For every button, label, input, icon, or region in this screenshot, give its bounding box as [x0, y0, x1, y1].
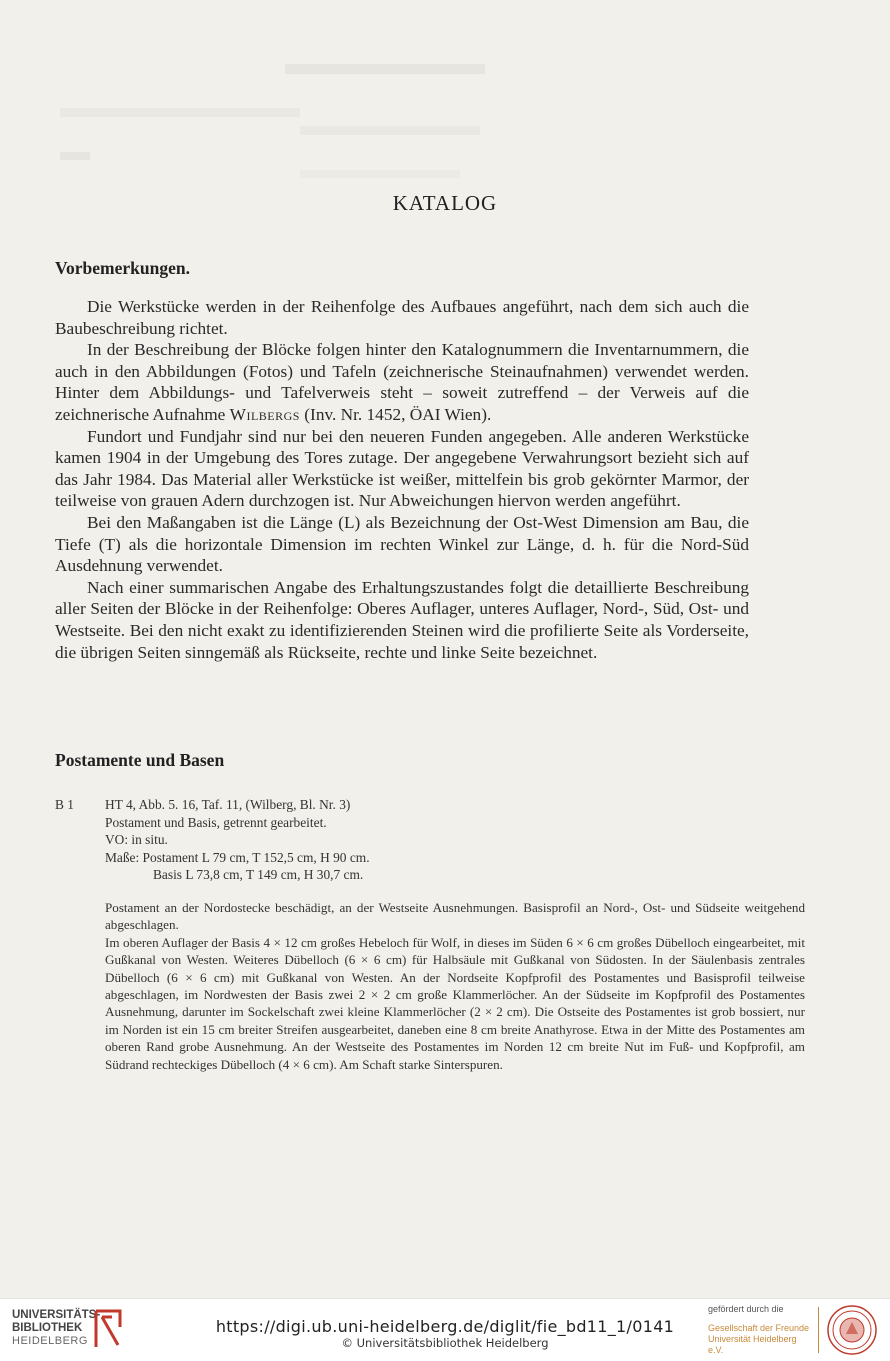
- entry-summary: Postament und Basis, getrennt gearbeitet.: [105, 814, 327, 830]
- entry-measurements: Maße: Postament L 79 cm, T 152,5 cm, H 90 cm.: [105, 849, 370, 865]
- logo-line: UNIVERSITÄTS-: [12, 1309, 101, 1321]
- author-name: Wilbergs: [229, 404, 300, 424]
- catalog-title: KATALOG: [392, 191, 498, 215]
- description-paragraph: Im oberen Auflager der Basis 4 × 12 cm großes Hebeloch für Wolf, in dieses im Süden 6 × 6 cm großes Dübelloch eingearbeitet, mit Gußkanal von Westen. Weiteres Dübelloch (6 × 6 cm) für Halbsäule mit Gußkanal von Südosten. In der Säulenbasis zentrales Dübelloch (6 × 6 cm) mit Gußkanal von Westen. An der Nordseite Kopfprofil des Postamentes und Basisprofil teilweise abgeschlagen, im Nordwesten der Basis zwei 2 × 2 cm große Klammerlöcher. An der Südseite im Kopfprofil des Postamentes Ausnehmung, darunter im Sockelschaft zwei kleine Klammerlöcher (2 × 2 cm). Die Ostseite des Postamentes ist grob bossiert, nur im Norden ist ein 15 cm breiter Streifen ausgearbeitet, daneben eine 8 cm breite Anathyrose. Etwa in der Mitte des Postamentes am oberen Rand grobe Ausnehmung. An der Westseite des Postamentes im Norden 12 cm breite Nut im Fuß- und Kopfprofil, am Südrand rechteckiges Dübelloch (4 × 6 cm). Am Schaft starke Sinterspuren.: [105, 934, 805, 1072]
- copyright-notice: © Universitätsbibliothek Heidelberg: [341, 1336, 549, 1350]
- description-paragraph: Postament an der Nordostecke beschädigt, an der Westseite Ausnehmungen. Basisprofil an Nord-, Ost- und Südseite weitgehend abgeschlagen.: [105, 900, 805, 933]
- entry-reference: HT 4, Abb. 5. 16, Taf. 11, (Wilberg, Bl. Nr. 3): [105, 797, 351, 812]
- sponsor-label: gefördert durch die: [708, 1304, 784, 1314]
- sponsor-name: Gesellschaft der Freunde: [708, 1323, 810, 1333]
- section-heading-vorbemerkungen: Vorbemerkungen.: [55, 258, 190, 278]
- section-heading-postamente: Postamente und Basen: [55, 750, 225, 770]
- entry-number: B 1: [55, 797, 74, 812]
- logo-line: HEIDELBERG: [12, 1335, 88, 1347]
- preliminary-remarks: [55, 296, 749, 663]
- entry-description: [105, 899, 805, 1073]
- paragraph: Fundort und Fundjahr sind nur bei den neueren Funden angegeben. Alle anderen Werkstücke kamen 1904 in der Umgebung des Tores zutage. Der angegebene Verwahrungsort bezieht sich auf das Jahr 1984. Das Material aller Werkstücke ist weißer, mittelfein bis grob gekörnter Marmor, der teilweise von grauen Adern durchzogen ist. Nur Abweichungen hiervon werden angeführt.: [55, 426, 749, 511]
- permalink-url[interactable]: https://digi.ub.uni-heidelberg.de/diglit/fie_bd11_1/0141: [215, 1317, 675, 1336]
- sponsor-name-line2: Universität Heidelberg e.V.: [708, 1334, 797, 1355]
- paragraph: Die Werkstücke werden in der Reihenfolge des Aufbaues angeführt, nach dem sich auch die Baubeschreibung richtet.: [55, 297, 749, 338]
- paragraph-text: (Inv. Nr. 1452, ÖAI Wien).: [299, 404, 492, 424]
- divider: [818, 1307, 819, 1353]
- sponsor-block: [708, 1303, 812, 1356]
- viewer-footer: [0, 1298, 890, 1361]
- entry-header: [105, 796, 755, 884]
- paragraph: [55, 339, 749, 425]
- paragraph-text: In der Beschreibung der Blöcke folgen hinter den Katalognummern die Inventarnummern, die auch in den Abbildungen (Fotos) und Tafeln (zeichnerische Steinaufnahmen) verwendet werden. Hinter dem Abbildungs- und Tafelverweis steht – soweit zutreffend – der Verweis auf die zeichnerische Aufnahme: [55, 340, 749, 424]
- paragraph: Bei den Maßangaben ist die Länge (L) als Bezeichnung der Ost-West Dimension am Bau, die Tiefe (T) als die horizontale Dimension im rechten Winkel zur Länge, d. h. für die Nord-Süd Ausdehnung verwendet.: [55, 512, 749, 576]
- university-seal-icon: [826, 1304, 878, 1356]
- paragraph: Nach einer summarischen Angabe des Erhaltungszustandes folgt die detaillierte Beschreibung aller Seiten der Blöcke in der Reihenfolge: Oberes Auflager, unteres Auflager, Nord-, Süd, Ost- und Westseite. Bei den nicht exakt zu identifizierenden Steinen wird die profilierte Seite als Vorderseite, die übrigen Seiten sinngemäß als Rückseite, rechte und linke Seite bezeichnet.: [55, 577, 749, 662]
- entry-location: VO: in situ.: [105, 832, 168, 847]
- logo-line: BIBLIOTHEK: [12, 1322, 83, 1334]
- entry-measurements-base: Basis L 73,8 cm, T 149 cm, H 30,7 cm.: [153, 867, 364, 882]
